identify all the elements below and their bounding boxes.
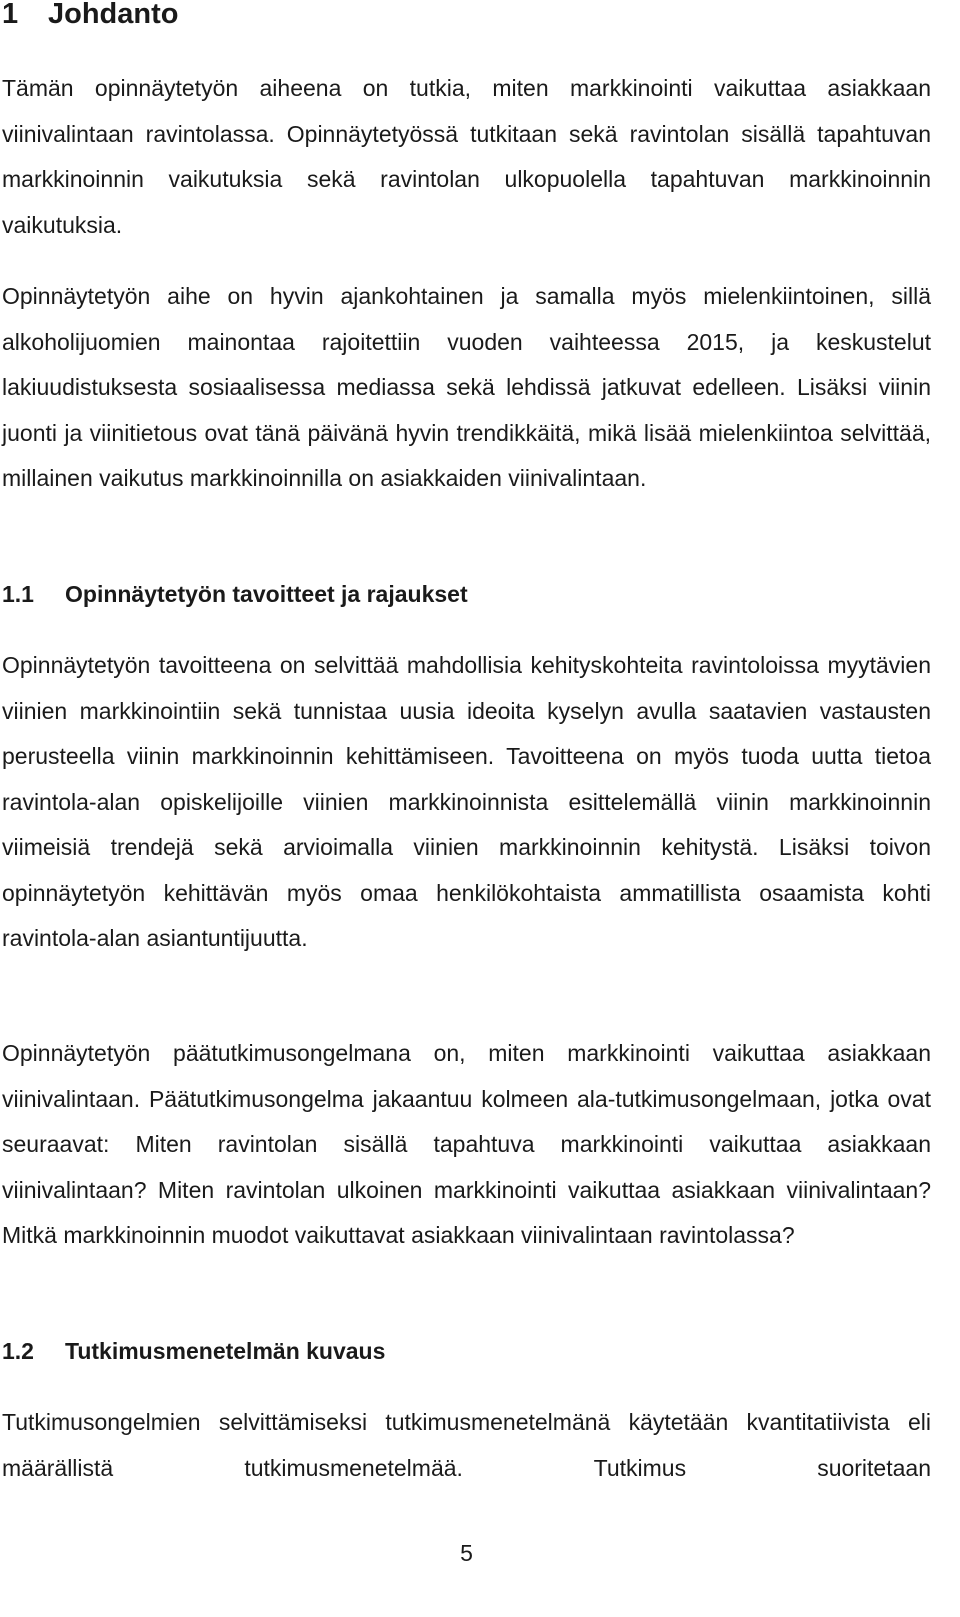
section-heading-1-2: [2, 1336, 385, 1366]
section-number-1-1: 1.1: [2, 581, 34, 607]
section-1-2-paragraph-1: Tutkimusongelmien selvittämiseksi tutkimusmenetelmänä käytetään kvantitatiivista eli määrällistä tutkimusmenetelmää. Tutkimus suoritetaan: [2, 1409, 931, 1481]
intro-paragraph-1: Tämän opinnäytetyön aiheena on tutkia, miten markkinointi vaikuttaa asiakkaan viinivalintaan ravintolassa. Opinnäytetyössä tutkitaan sekä ravintolan sisällä tapahtuvan markkinoinnin vaikutuksia sekä ravintolan ulkopuolella tapahtuvan markkinoinnin vaikutuksia.: [2, 75, 931, 238]
section-title-1-1: Opinnäytetyön tavoitteet ja rajaukset: [65, 581, 468, 607]
section-title-1-2: Tutkimusmenetelmän kuvaus: [65, 1338, 386, 1364]
section-heading-1-1: [2, 579, 468, 609]
section-1-1-paragraph-2: Opinnäytetyön päätutkimusongelmana on, miten markkinointi vaikuttaa asiakkaan viinivalintaan. Päätutkimusongelma jakaantuu kolmeen ala-tutkimusongelmaan, jotka ovat seuraavat: Miten ravintolan sisällä tapahtuva markkinointi vaikuttaa asiakkaan viinivalintaan? Miten ravintolan ulkoinen markkinointi vaikuttaa asiakkaan viinivalintaan? Mitkä markkinoinnin muodot vaikuttavat asiakkaan viinivalintaan ravintolassa?: [2, 1040, 931, 1248]
section-1-1-paragraph-1: Opinnäytetyön tavoitteena on selvittää mahdollisia kehityskohteita ravintoloissa myytävien viinien markkinointiin sekä tunnistaa uusia ideoita kyselyn avulla saatavien vastausten perusteella viinin markkinoinnin kehittämiseen. Tavoitteena on myös tuoda uutta tietoa ravintola-alan opiskelijoille viinien markkinoinnista esittelemällä viinin markkinoinnin viimeisiä trendejä sekä arvioimalla viinien markkinoinnin kehitystä. Lisäksi toivon opinnäytetyön kehittävän myös omaa henkilökohtaista ammatillista osaamista kohti ravintola-alan asiantuntijuutta.: [2, 652, 931, 951]
intro-paragraph-2: Opinnäytetyön aihe on hyvin ajankohtainen ja samalla myös mielenkiintoinen, sillä alkoholijuomien mainontaa rajoitettiin vuoden vaihteessa 2015, ja keskustelut lakiuudistuksesta sosiaalisessa mediassa sekä lehdissä jatkuvat edelleen. Lisäksi viinin juonti ja viinitietous ovat tänä päivänä hyvin trendikkäitä, mikä lisää mielenkiintoa selvittää, millainen vaikutus markkinoinnilla on asiakkaiden viinivalintaan.: [2, 283, 931, 491]
page-number: 5: [460, 1540, 473, 1566]
section-number-1-2: 1.2: [2, 1338, 34, 1364]
chapter-number: 1: [2, 0, 19, 30]
chapter-heading: [2, 0, 179, 32]
chapter-title: Johdanto: [48, 0, 179, 30]
